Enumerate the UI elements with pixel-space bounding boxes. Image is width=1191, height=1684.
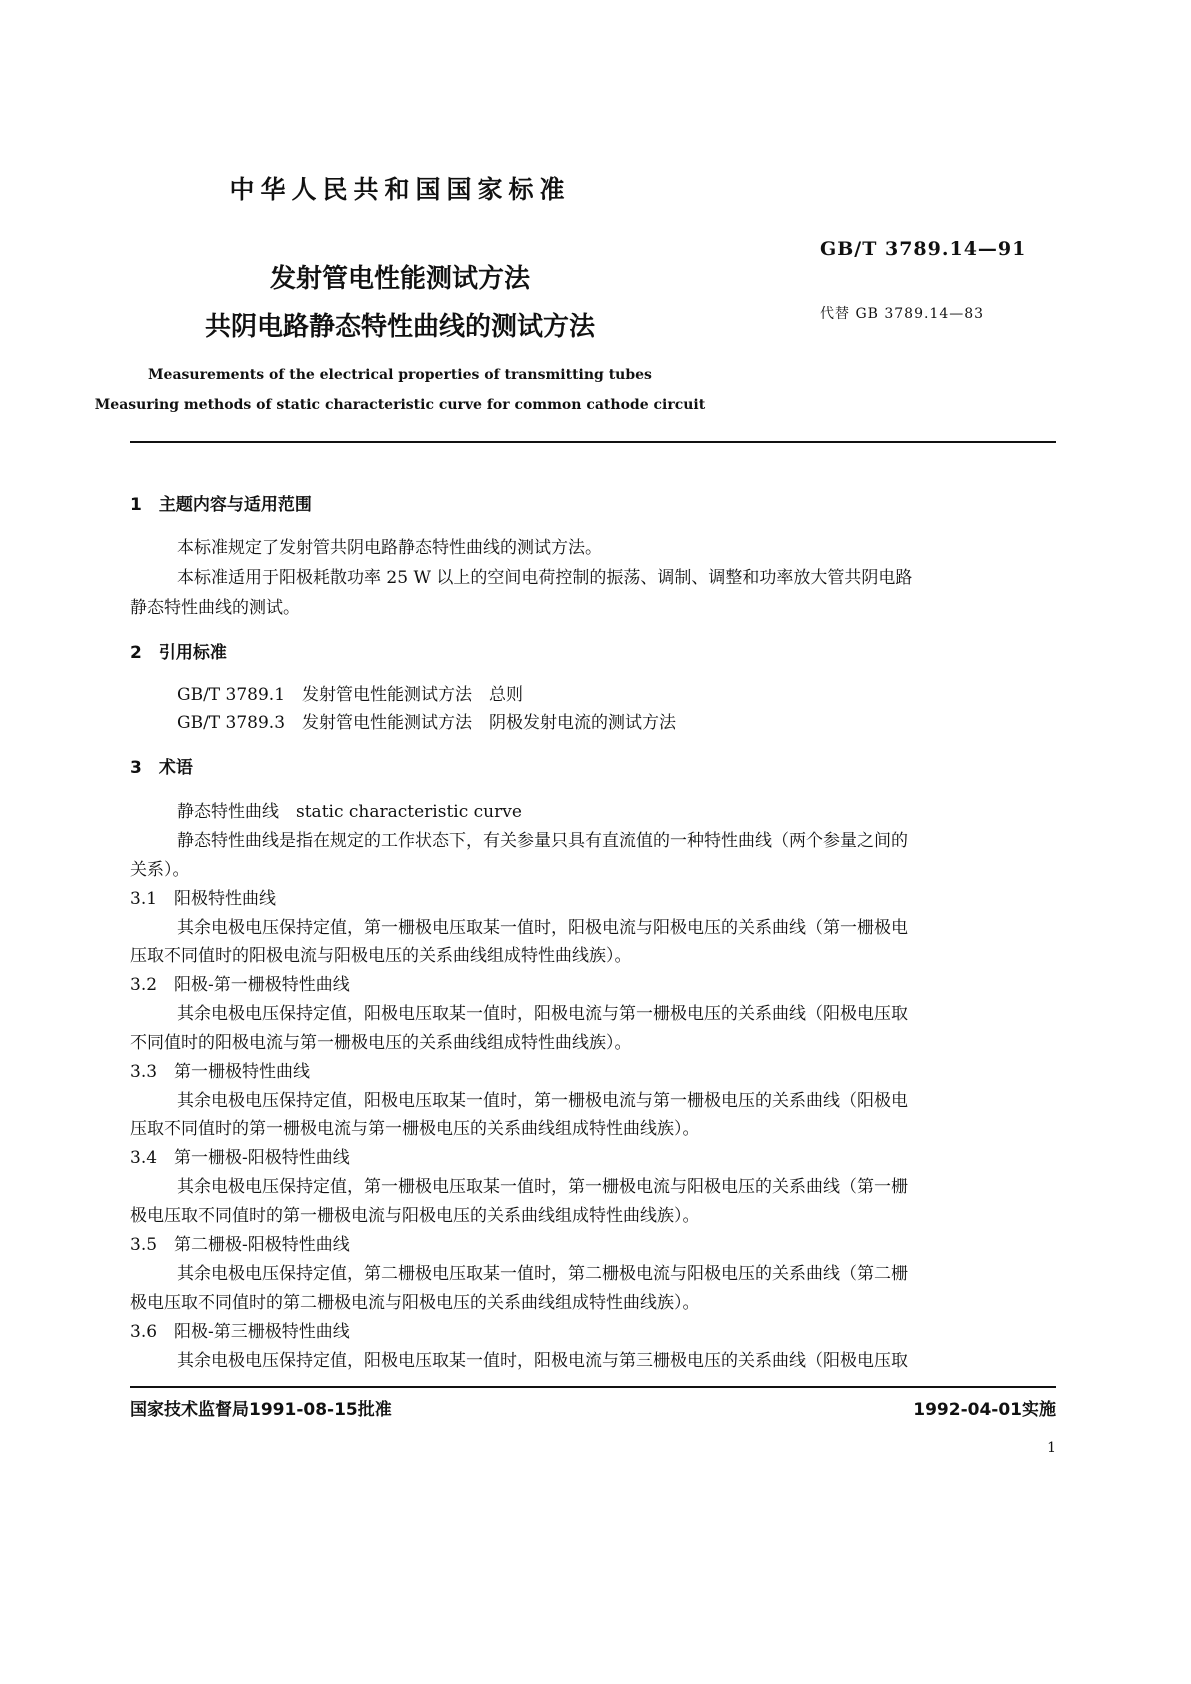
clause-3-6-text-a: 其余电极电压保持定值，阳极电压取某一值时，阳极电流与第三栅极电压的关系曲线（阳极电压取 <box>177 1351 908 1371</box>
clause-3-3-title: 3.3 第一栅极特性曲线 <box>130 1062 311 1082</box>
clause-3-2-title: 3.2 阳极-第一栅极特性曲线 <box>130 975 350 995</box>
english-title-line2: Measuring methods of static characteristic curve for common cathode circuit <box>94 397 706 413</box>
clause-3-1-text-a: 其余电极电压保持定值，第一栅极电压取某一值时，阳极电流与阳极电压的关系曲线（第一栅极电 <box>177 918 908 938</box>
section-2-heading: 2 引用标准 <box>130 643 227 663</box>
clause-3-5-text-b: 极电压取不同值时的第二栅极电流与阳极电压的关系曲线组成特性曲线族）。 <box>130 1293 700 1313</box>
term-definition-a: 静态特性曲线是指在规定的工作状态下，有关参量只具有直流值的一种特性曲线（两个参量之间的 <box>177 831 908 851</box>
section-3-heading: 3 术语 <box>130 758 193 778</box>
replaces-standard: 代替 GB 3789.14—83 <box>820 306 985 322</box>
section-1-para-2a: 本标准适用于阳极耗散功率 25 W 以上的空间电荷控制的振荡、调制、调整和功率放大管共阴电路 <box>177 568 913 588</box>
clause-3-5-title: 3.5 第二栅极-阳极特性曲线 <box>130 1235 350 1255</box>
page-number: 1 <box>1047 1440 1056 1456</box>
doc-title-line2: 共阴电路静态特性曲线的测试方法 <box>204 312 595 342</box>
section-1-para-2b: 静态特性曲线的测试。 <box>130 598 300 618</box>
clause-3-4-text-b: 极电压取不同值时的第一栅极电流与阳极电压的关系曲线组成特性曲线族）。 <box>130 1206 700 1226</box>
reference-1: GB/T 3789.1 发射管电性能测试方法 总则 <box>177 685 524 705</box>
clause-3-2-text-b: 不同值时的阳极电流与第一栅极电压的关系曲线组成特性曲线族）。 <box>130 1033 632 1053</box>
national-standard-title: 中华人民共和国国家标准 <box>229 175 571 204</box>
section-1-para-1: 本标准规定了发射管共阴电路静态特性曲线的测试方法。 <box>177 538 602 558</box>
term-entry: 静态特性曲线 static characteristic curve <box>177 802 522 822</box>
section-1-heading: 1 主题内容与适用范围 <box>130 495 312 515</box>
clause-3-5-text-a: 其余电极电压保持定值，第二栅极电压取某一值时，第二栅极电流与阳极电压的关系曲线（第二栅 <box>177 1264 908 1284</box>
english-title-line1: Measurements of the electrical properties of transmitting tubes <box>148 367 652 383</box>
clause-3-1-text-b: 压取不同值时的阳极电流与阳极电压的关系曲线组成特性曲线族）。 <box>130 946 632 966</box>
clause-3-2-text-a: 其余电极电压保持定值，阳极电压取某一值时，阳极电流与第一栅极电压的关系曲线（阳极电压取 <box>177 1004 908 1024</box>
header-rule <box>130 441 1056 443</box>
footer-rule <box>130 1386 1056 1388</box>
clause-3-4-text-a: 其余电极电压保持定值，第一栅极电压取某一值时，第一栅极电流与阳极电压的关系曲线（第一栅 <box>177 1177 908 1197</box>
standard-code: GB/T 3789.14—91 <box>820 238 1027 260</box>
clause-3-3-text-b: 压取不同值时的第一栅极电流与第一栅极电压的关系曲线组成特性曲线族）。 <box>130 1119 700 1139</box>
reference-2: GB/T 3789.3 发射管电性能测试方法 阴极发射电流的测试方法 <box>177 713 677 733</box>
term-definition-b: 关系）。 <box>130 860 190 880</box>
doc-title-line1: 发射管电性能测试方法 <box>269 264 530 294</box>
clause-3-4-title: 3.4 第一栅极-阳极特性曲线 <box>130 1148 350 1168</box>
clause-3-3-text-a: 其余电极电压保持定值，阳极电压取某一值时，第一栅极电流与第一栅极电压的关系曲线（阳极电 <box>177 1091 908 1111</box>
effective-date: 1992-04-01实施 <box>913 1400 1056 1420</box>
clause-3-1-title: 3.1 阳极特性曲线 <box>130 889 277 909</box>
approval-date: 国家技术监督局1991-08-15批准 <box>130 1400 392 1420</box>
clause-3-6-title: 3.6 阳极-第三栅极特性曲线 <box>130 1322 350 1342</box>
